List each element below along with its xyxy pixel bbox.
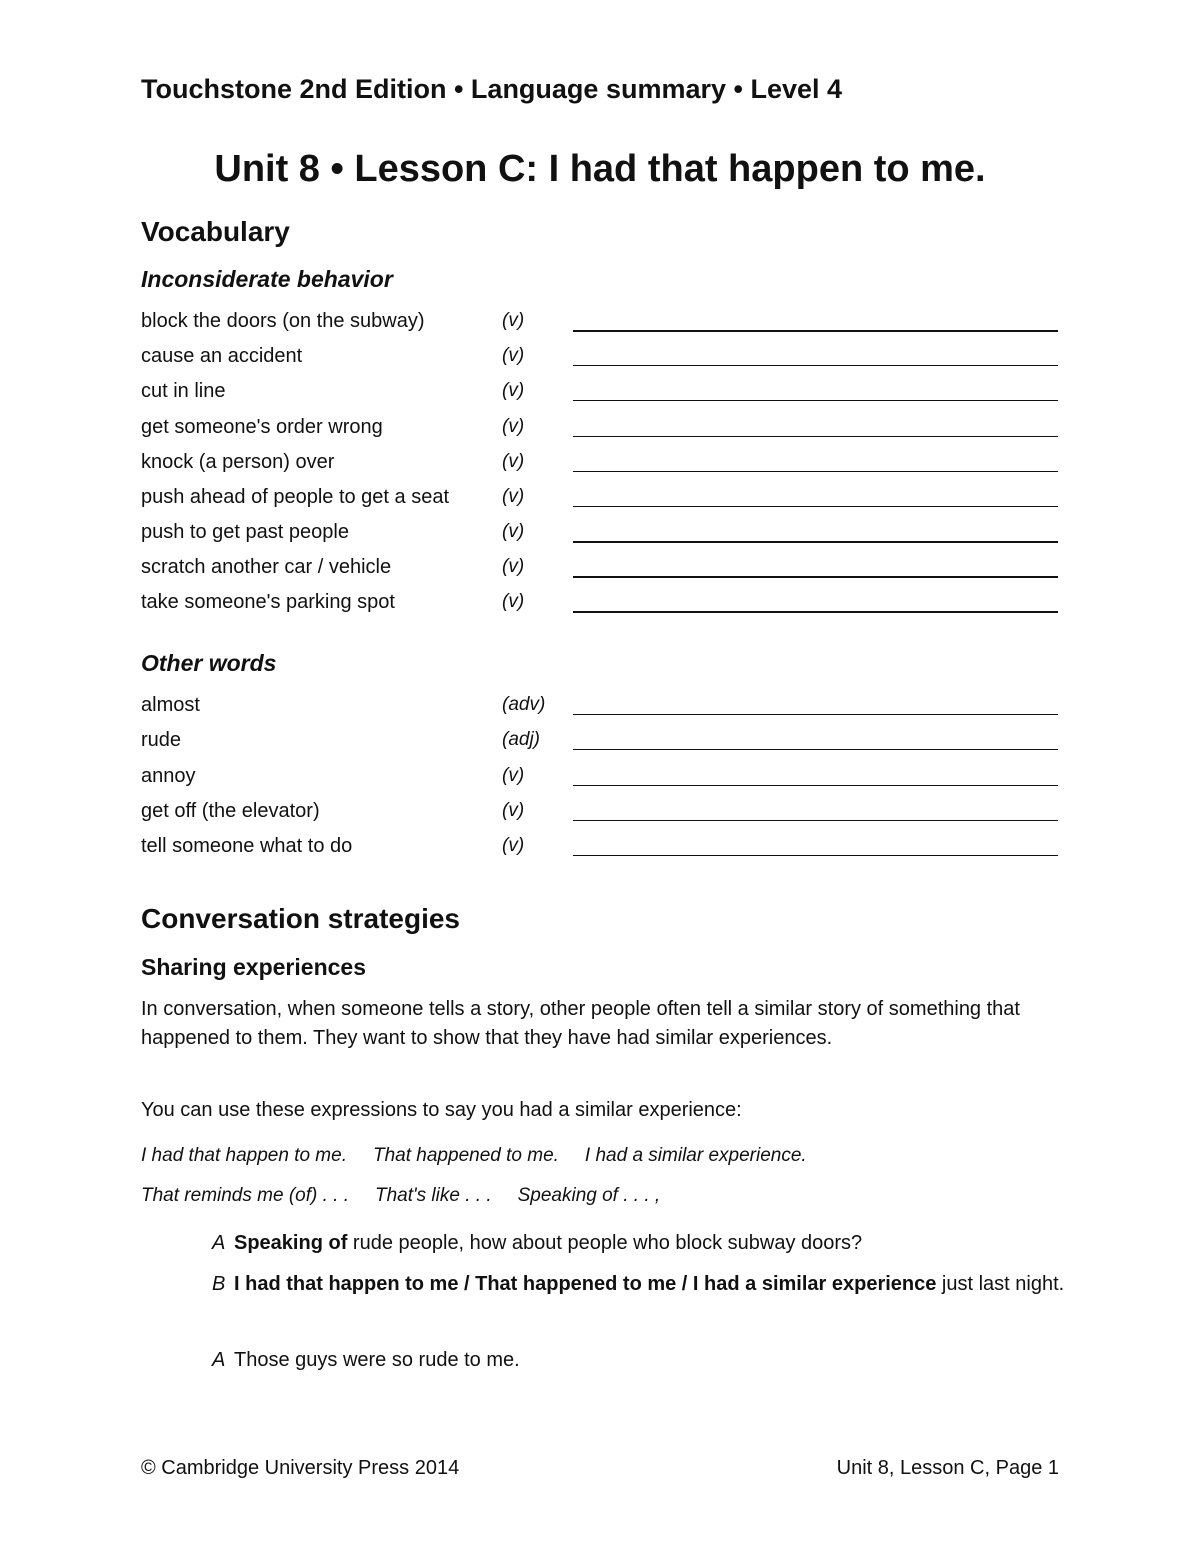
vocab-row [141, 835, 1061, 870]
vocab-word: annoy [141, 765, 196, 787]
dialogue-text: just last night. [936, 1273, 1065, 1295]
part-of-speech: (v) [502, 486, 525, 507]
vocab-word: get someone's order wrong [141, 416, 383, 438]
vocab-row [141, 591, 1061, 626]
expression: Speaking of . . . , [517, 1185, 661, 1206]
dialogue-line [212, 1346, 1072, 1375]
answer-line[interactable] [573, 365, 1058, 366]
part-of-speech: (v) [502, 800, 525, 821]
part-of-speech: (v) [502, 345, 525, 366]
expression: I had that happen to me. [141, 1145, 347, 1166]
answer-line[interactable] [573, 714, 1058, 715]
answer-line[interactable] [573, 330, 1058, 332]
series-title: Touchstone 2nd Edition • Language summary • Level 4 [141, 74, 843, 104]
part-of-speech: (v) [502, 310, 525, 331]
expression: That happened to me. [373, 1145, 559, 1166]
vocab-word: take someone's parking spot [141, 591, 395, 613]
speaker-label: B [212, 1273, 226, 1295]
answer-line[interactable] [573, 436, 1058, 437]
vocab-word: push to get past people [141, 521, 349, 543]
vocab-row [141, 486, 1061, 521]
intro-paragraph: In conversation, when someone tells a story, other people often tell a similar story of something that happened to them. They want to show that they have had similar experiences. [141, 998, 1020, 1049]
part-of-speech: (v) [502, 451, 525, 472]
highlighted-expression: I had that happen to me / That happened to me / I had a similar experience [234, 1273, 937, 1295]
expressions-line [141, 1185, 686, 1207]
answer-line[interactable] [573, 749, 1058, 750]
conversation-heading: Conversation strategies [141, 903, 460, 934]
vocab-row [141, 310, 1061, 345]
vocab-word: almost [141, 694, 200, 716]
answer-line[interactable] [573, 611, 1058, 613]
vocab-row [141, 694, 1061, 729]
vocab-row [141, 729, 1061, 764]
answer-line[interactable] [573, 471, 1058, 472]
vocab-row [141, 765, 1061, 800]
answer-line[interactable] [573, 400, 1058, 401]
copyright: © Cambridge University Press 2014 [141, 1457, 460, 1479]
part-of-speech: (v) [502, 380, 525, 401]
answer-line[interactable] [573, 785, 1058, 786]
vocab-word: cut in line [141, 380, 226, 402]
part-of-speech: (adj) [502, 729, 541, 750]
vocab-word: push ahead of people to get a seat [141, 486, 450, 508]
vocab-row [141, 345, 1061, 380]
page-title: Unit 8 • Lesson C: I had that happen to me. [214, 148, 986, 190]
part-of-speech: (v) [502, 416, 525, 437]
vocab-row [141, 451, 1061, 486]
dialogue-line [212, 1229, 1072, 1258]
dialogue-text: rude people, how about people who block subway doors? [347, 1232, 863, 1254]
vocab-row [141, 380, 1061, 415]
vocab-row [141, 521, 1061, 556]
expressions-line [141, 1145, 833, 1167]
part-of-speech: (v) [502, 521, 525, 542]
vocab-row [141, 556, 1061, 591]
vocab-word: block the doors (on the subway) [141, 310, 425, 332]
vocab-word: cause an accident [141, 345, 303, 367]
speaker-label: A [212, 1232, 226, 1254]
vocab-word: tell someone what to do [141, 835, 353, 857]
vocab-row [141, 416, 1061, 451]
answer-line[interactable] [573, 820, 1058, 821]
answer-line[interactable] [573, 576, 1058, 578]
speaker-label: A [212, 1349, 226, 1371]
vocabulary-heading: Vocabulary [141, 216, 290, 247]
part-of-speech: (v) [502, 591, 525, 612]
sharing-experiences-heading: Sharing experiences [141, 954, 366, 980]
vocab-word: scratch another car / vehicle [141, 556, 392, 578]
other-words-heading: Other words [141, 650, 277, 676]
expressions-intro: You can use these expressions to say you had a similar experience: [141, 1099, 742, 1121]
part-of-speech: (v) [502, 765, 525, 786]
vocab-word: get off (the elevator) [141, 800, 320, 822]
expression: That's like . . . [375, 1185, 492, 1206]
dialogue-line [212, 1270, 1072, 1299]
answer-line[interactable] [573, 506, 1058, 507]
expression: I had a similar experience. [584, 1145, 807, 1166]
part-of-speech: (adv) [502, 694, 546, 715]
part-of-speech: (v) [502, 835, 525, 856]
inconsiderate-heading: Inconsiderate behavior [141, 266, 393, 292]
vocab-word: knock (a person) over [141, 451, 335, 473]
dialogue-text: Those guys were so rude to me. [234, 1349, 520, 1371]
vocab-row [141, 800, 1061, 835]
page-number: Unit 8, Lesson C, Page 1 [836, 1457, 1059, 1479]
answer-line[interactable] [573, 855, 1058, 856]
highlighted-expression: Speaking of [234, 1232, 348, 1254]
expression: That reminds me (of) . . . [141, 1185, 349, 1206]
vocab-word: rude [141, 729, 182, 751]
answer-line[interactable] [573, 541, 1058, 543]
part-of-speech: (v) [502, 556, 525, 577]
